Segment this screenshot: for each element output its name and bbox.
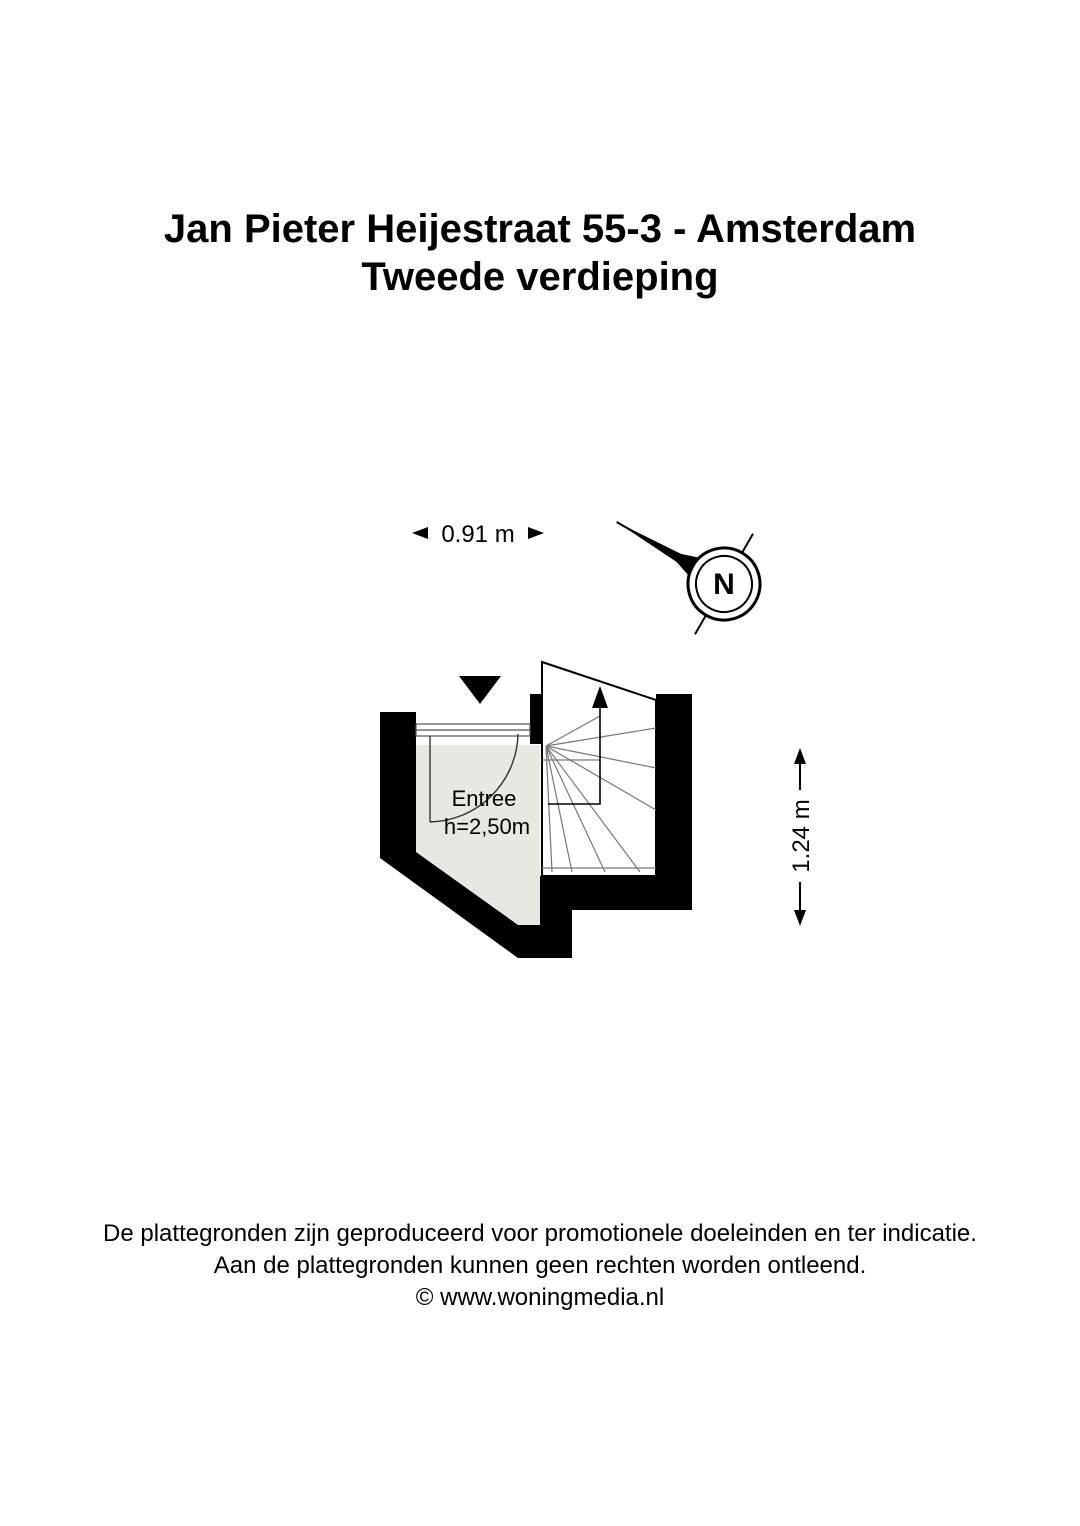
door-jamb	[530, 694, 542, 744]
room-name: Entree	[451, 786, 517, 811]
compass-letter: N	[713, 568, 735, 601]
floor-subtitle: Tweede verdieping	[361, 255, 719, 299]
compass-icon	[588, 472, 785, 652]
entrance-marker-icon	[459, 676, 501, 704]
entrance-frame	[416, 724, 530, 736]
copyright-link[interactable]: © www.woningmedia.nl	[415, 1284, 665, 1311]
page-title: Jan Pieter Heijestraat 55-3 - Amsterdam	[163, 207, 917, 251]
disclaimer-line-2: Aan de plattegronden kunnen geen rechten worden ontleend.	[213, 1252, 867, 1279]
room-height: h=2,50m	[443, 814, 531, 839]
dim-height-arrow-down-icon	[794, 910, 806, 926]
dim-width-arrow-left-icon	[412, 527, 428, 539]
disclaimer-line-1: De plattegronden zijn geproduceerd voor promotionele doeleinden en ter indicatie.	[103, 1220, 977, 1247]
dim-width-arrow-right-icon	[528, 527, 544, 539]
dim-height-arrow-up-icon	[794, 748, 806, 764]
dim-width: 0.91 m	[441, 521, 515, 548]
dim-height: 1.24 m	[788, 799, 815, 873]
